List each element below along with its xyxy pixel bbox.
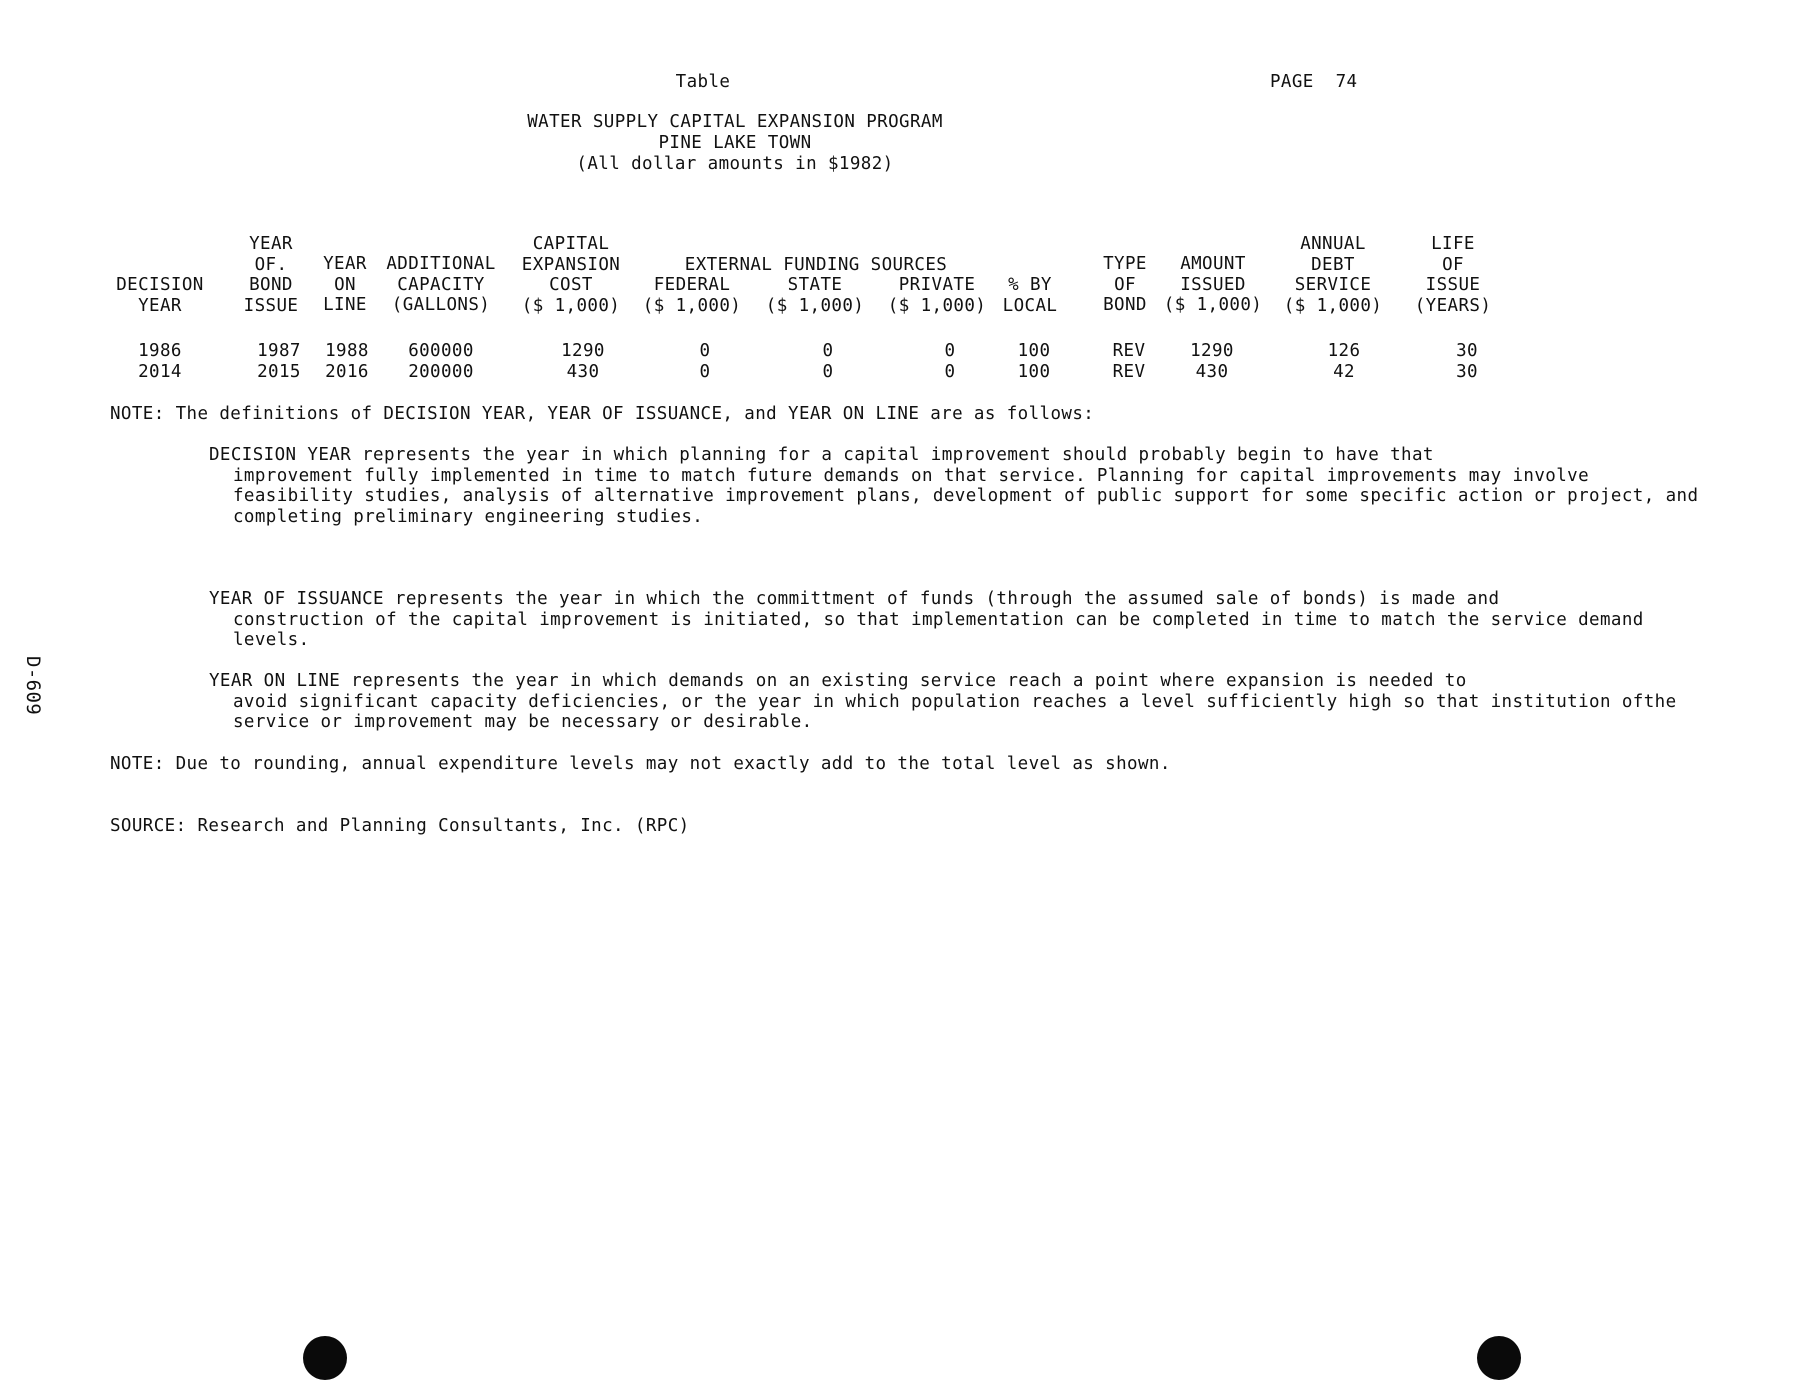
- page-number: PAGE 74: [1270, 72, 1358, 92]
- table-cell: 1988: [325, 341, 369, 361]
- note-definitions: NOTE: The definitions of DECISION YEAR, YEAR OF ISSUANCE, and YEAR ON LINE are as follows:: [110, 404, 1095, 424]
- definition-year-of-issuance-rest: construction of the capital improvement is initiated, so that implementation can be completed in time to match the service demand levels.: [233, 609, 1644, 651]
- table-cell: 0: [699, 341, 711, 361]
- col-header-life-of-issue: LIFE OF ISSUE (YEARS): [1414, 234, 1492, 316]
- table-cell: 1290: [1190, 341, 1234, 361]
- col-header-year-of-bond-issue: YEAR OF. BOND ISSUE: [243, 234, 299, 316]
- table-cell: 0: [822, 341, 834, 361]
- table-cell: 100: [1017, 341, 1051, 361]
- col-header-additional-capacity: ADDITIONAL CAPACITY (GALLONS): [386, 254, 496, 315]
- table-cell: 42: [1333, 362, 1355, 382]
- table-cell: 0: [944, 362, 956, 382]
- col-header-type-of-bond: TYPE OF BOND: [1103, 254, 1147, 315]
- definition-decision-year-rest: improvement fully implemented in time to match future demands on that service. Planning for capital improvements may involve feasibility studies, analysis of alternative improvement plans, development of public support for some specific action or project, and completing preliminary engineering studies.: [233, 465, 1699, 527]
- table-cell: 126: [1327, 341, 1361, 361]
- col-header-year-on-line: YEAR ON LINE: [323, 254, 367, 315]
- table-cell: 100: [1017, 362, 1051, 382]
- col-header-external-funding-sources: EXTERNAL FUNDING SOURCES: [684, 255, 948, 275]
- definition-decision-year-first: DECISION YEAR represents the year in which planning for a capital improvement should probably begin to have that: [209, 445, 1434, 465]
- table-cell: 2016: [325, 362, 369, 382]
- table-cell: 1986: [138, 341, 182, 361]
- punch-hole-right: [1477, 1336, 1521, 1380]
- source-note: SOURCE: Research and Planning Consultants, Inc. (RPC): [110, 816, 690, 836]
- note-rounding: NOTE: Due to rounding, annual expenditure levels may not exactly add to the total level as shown.: [110, 754, 1171, 774]
- col-header-amount-issued: AMOUNT ISSUED ($ 1,000): [1163, 254, 1263, 315]
- table-cell: 0: [944, 341, 956, 361]
- document-title: WATER SUPPLY CAPITAL EXPANSION PROGRAM: [527, 112, 943, 132]
- table-cell: 430: [566, 362, 600, 382]
- table-cell: 430: [1195, 362, 1229, 382]
- table-cell: 200000: [408, 362, 474, 382]
- table-cell: 2014: [138, 362, 182, 382]
- definition-year-on-line-first: YEAR ON LINE represents the year in which demands on an existing service reach a point where expansion is needed to: [209, 671, 1467, 691]
- document-currency-note: (All dollar amounts in $1982): [576, 154, 894, 174]
- table-cell: REV: [1112, 341, 1146, 361]
- side-page-label: D-609: [22, 656, 44, 716]
- col-header-decision-year: DECISION YEAR: [116, 275, 204, 316]
- col-header-private: PRIVATE ($ 1,000): [887, 275, 987, 316]
- col-header-percent-local: % BY LOCAL: [1002, 275, 1058, 316]
- document-subtitle: PINE LAKE TOWN: [658, 133, 812, 153]
- col-header-federal: FEDERAL ($ 1,000): [642, 275, 742, 316]
- col-header-capital-expansion-cost: CAPITAL EXPANSION COST ($ 1,000): [521, 234, 621, 316]
- definition-decision-year: [209, 445, 1699, 527]
- definition-year-of-issuance: [209, 589, 1679, 651]
- table-cell: 1987: [257, 341, 301, 361]
- table-cell: 600000: [408, 341, 474, 361]
- table-cell: 0: [699, 362, 711, 382]
- punch-hole-left: [303, 1336, 347, 1380]
- table-cell: 2015: [257, 362, 301, 382]
- table-cell: 30: [1456, 341, 1478, 361]
- definition-year-on-line-rest: avoid significant capacity deficiencies, or the year in which population reaches a level sufficiently high so that institution ofthe service or improvement may be necessary or desirable.: [233, 691, 1677, 733]
- table-cell: REV: [1112, 362, 1146, 382]
- col-header-annual-debt-service: ANNUAL DEBT SERVICE ($ 1,000): [1283, 234, 1383, 316]
- table-cell: 0: [822, 362, 834, 382]
- definition-year-of-issuance-first: YEAR OF ISSUANCE represents the year in which the committment of funds (through the assumed sale of bonds) is made and: [209, 589, 1500, 609]
- table-cell: 1290: [561, 341, 605, 361]
- definition-year-on-line: [209, 671, 1679, 733]
- table-label: Table: [675, 72, 731, 92]
- table-cell: 30: [1456, 362, 1478, 382]
- col-header-state: STATE ($ 1,000): [765, 275, 865, 316]
